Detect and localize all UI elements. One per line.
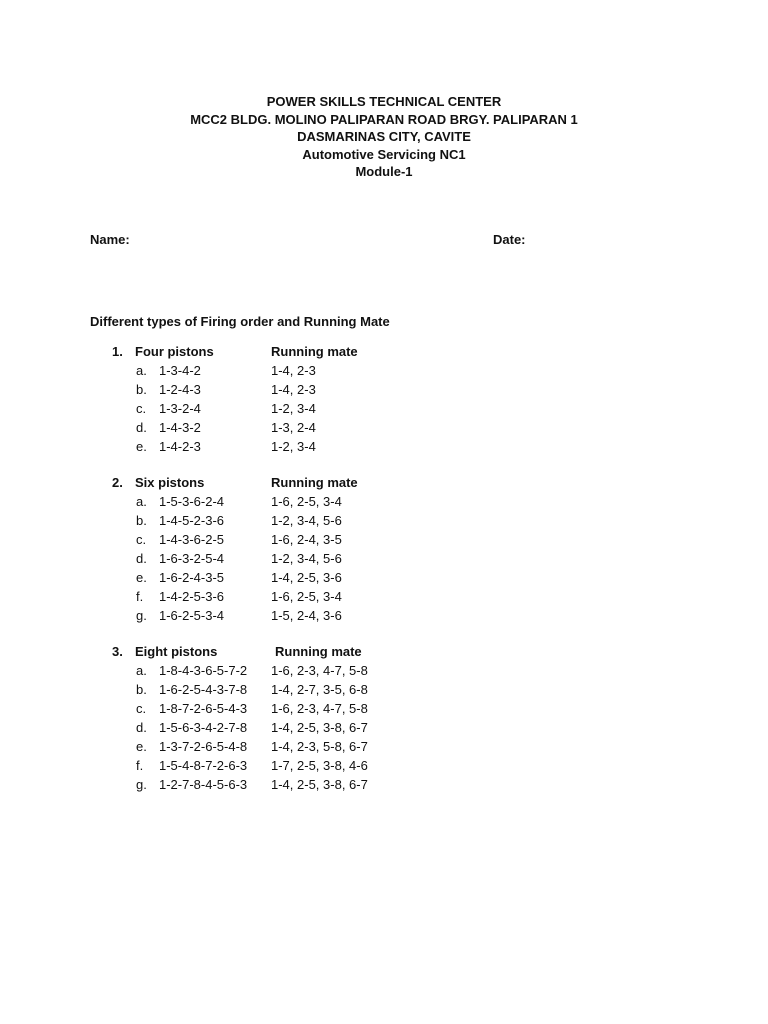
list-item [0,530,768,549]
document-header [0,93,768,181]
list-item [0,380,768,399]
section-four-pistons [0,342,768,456]
item-letter: a. [136,494,147,509]
section-title: Six pistons [135,475,205,490]
firing-order: 1-2-7-8-4-5-6-3 [159,777,248,792]
running-mate: 1-6, 2-5, 3-4 [271,589,342,604]
list-item [0,775,768,794]
section-intro: Different types of Firing order and Running Mate [90,314,390,329]
firing-order: 1-4-2-5-3-6 [159,589,225,604]
firing-order: 1-8-7-2-6-5-4-3 [159,701,248,716]
list-item [0,756,768,775]
running-mate: 1-2, 3-4 [271,401,316,416]
running-mate-header: Running mate [271,344,358,359]
firing-order: 1-8-4-3-6-5-7-2 [159,663,248,678]
running-mate: 1-6, 2-4, 3-5 [271,532,342,547]
section-number: 2. [112,475,123,490]
firing-order: 1-6-2-5-3-4 [159,608,225,623]
course-title: Automotive Servicing NC1 [302,146,466,162]
item-letter: c. [136,401,147,416]
running-mate: 1-4, 2-5, 3-6 [271,570,342,585]
item-letter: c. [136,701,147,716]
center-city: DASMARINAS CITY, CAVITE [297,129,471,144]
section-number: 1. [112,344,123,359]
list-item [0,699,768,718]
item-letter: g. [136,608,147,623]
center-name: POWER SKILLS TECHNICAL CENTER [266,94,502,109]
section-eight-pistons [0,642,768,794]
list-item [0,418,768,437]
item-letter: e. [136,570,147,585]
running-mate: 1-6, 2-3, 4-7, 5-8 [271,663,368,678]
list-item [0,606,768,625]
running-mate: 1-4, 2-3 [271,363,316,378]
running-mate: 1-3, 2-4 [271,420,316,435]
running-mate: 1-2, 3-4, 5-6 [271,513,342,528]
firing-order: 1-6-2-4-3-5 [159,570,225,585]
firing-order: 1-4-3-2 [159,420,201,435]
running-mate: 1-4, 2-3, 5-8, 6-7 [271,739,368,754]
item-letter: b. [136,682,147,697]
list-item [0,549,768,568]
list-item [0,587,768,606]
section-title: Eight pistons [135,644,218,659]
list-item [0,568,768,587]
running-mate: 1-7, 2-5, 3-8, 4-6 [271,758,368,773]
item-letter: c. [136,532,147,547]
firing-order: 1-3-7-2-6-5-4-8 [159,739,248,754]
running-mate-header: Running mate [271,475,358,490]
date-label: Date: [493,232,526,247]
list-item [0,661,768,680]
item-letter: b. [136,382,147,397]
item-letter: g. [136,777,147,792]
firing-order: 1-6-2-5-4-3-7-8 [159,682,248,697]
running-mate: 1-4, 2-3 [271,382,316,397]
list-item [0,511,768,530]
list-item [0,492,768,511]
item-letter: d. [136,720,147,735]
firing-order: 1-2-4-3 [159,382,201,397]
item-letter: f. [136,758,144,773]
running-mate: 1-5, 2-4, 3-6 [271,608,342,623]
running-mate: 1-4, 2-5, 3-8, 6-7 [271,720,368,735]
list-item [0,737,768,756]
section-heading [0,473,768,492]
firing-order: 1-3-2-4 [159,401,201,416]
name-label: Name: [90,232,130,247]
section-six-pistons [0,473,768,625]
item-letter: a. [136,363,147,378]
center-address: MCC2 BLDG. MOLINO PALIPARAN ROAD BRGY. PALIPARAN 1 [190,111,578,127]
firing-order: 1-4-3-6-2-5 [159,532,225,547]
firing-order: 1-3-4-2 [159,363,201,378]
firing-order: 1-5-4-8-7-2-6-3 [159,758,248,773]
running-mate: 1-2, 3-4, 5-6 [271,551,342,566]
item-letter: e. [136,739,147,754]
firing-order: 1-4-2-3 [159,439,201,454]
running-mate: 1-6, 2-5, 3-4 [271,494,342,509]
item-letter: b. [136,513,147,528]
section-heading [0,642,768,661]
running-mate: 1-4, 2-5, 3-8, 6-7 [271,777,368,792]
firing-order: 1-5-6-3-4-2-7-8 [159,720,248,735]
firing-order: 1-6-3-2-5-4 [159,551,225,566]
firing-order: 1-5-3-6-2-4 [159,494,225,509]
list-item [0,361,768,380]
running-mate-header: Running mate [275,644,362,659]
item-letter: d. [136,420,147,435]
section-title: Four pistons [135,344,214,359]
list-item [0,399,768,418]
running-mate: 1-6, 2-3, 4-7, 5-8 [271,701,368,716]
list-item [0,437,768,456]
running-mate: 1-2, 3-4 [271,439,316,454]
firing-order: 1-4-5-2-3-6 [159,513,225,528]
item-letter: e. [136,439,147,454]
list-item [0,680,768,699]
section-heading [0,342,768,361]
item-letter: f. [136,589,144,604]
item-letter: d. [136,551,147,566]
list-item [0,718,768,737]
section-number: 3. [112,644,123,659]
item-letter: a. [136,663,147,678]
running-mate: 1-4, 2-7, 3-5, 6-8 [271,682,368,697]
module-title: Module-1 [355,164,413,179]
